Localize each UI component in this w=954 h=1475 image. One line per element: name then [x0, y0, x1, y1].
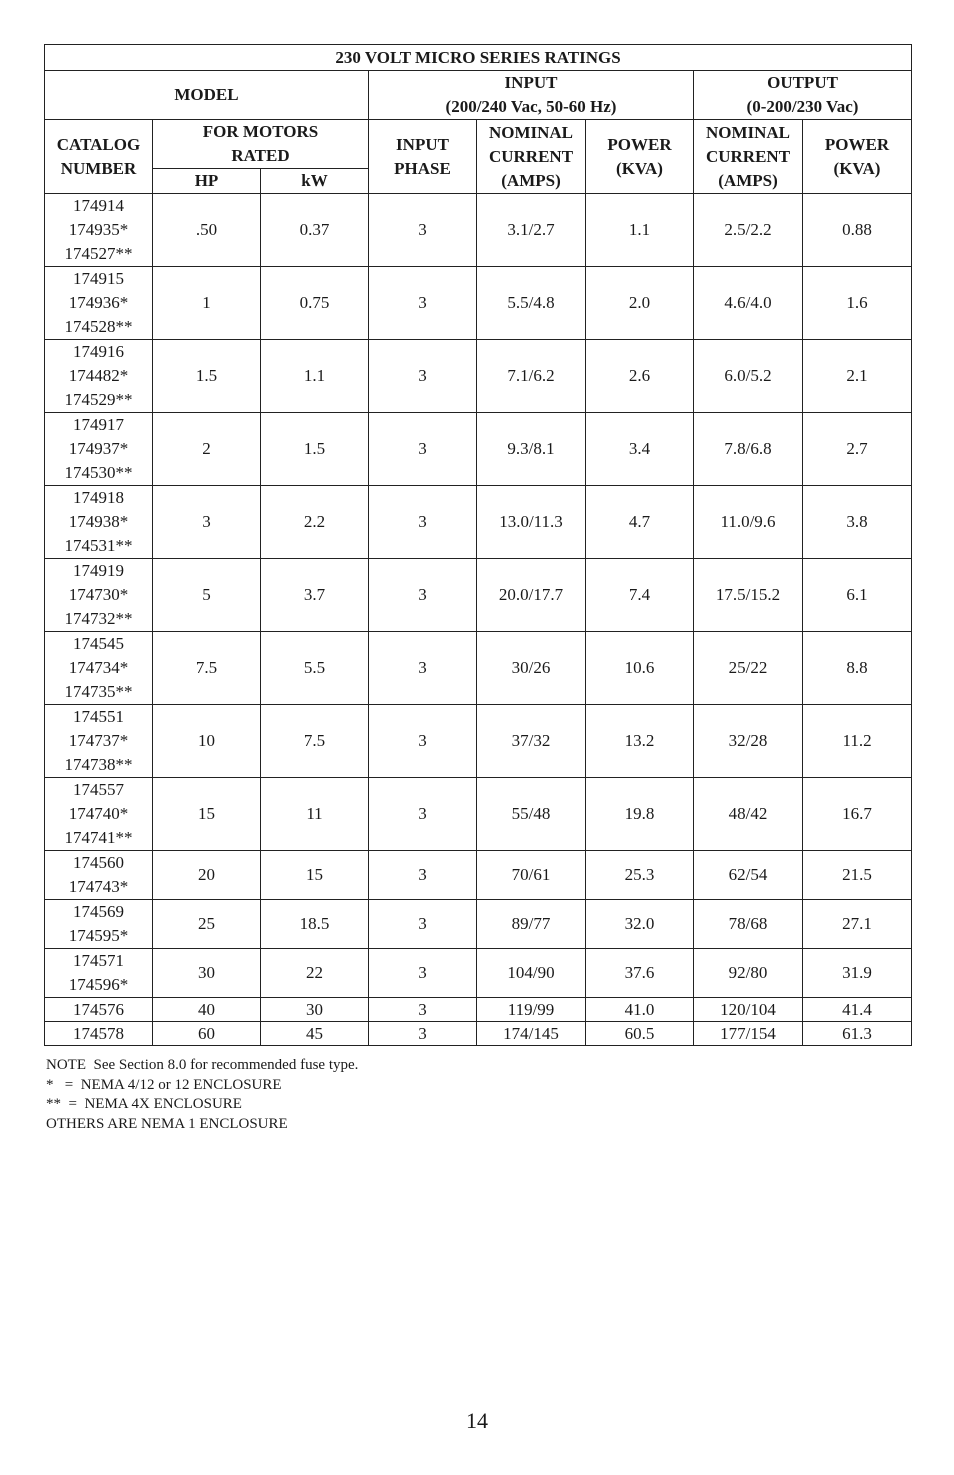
catalog-header-line2: NUMBER: [60, 158, 137, 178]
output-current-cell: 48/42: [694, 778, 803, 851]
phase-cell: 3: [369, 559, 477, 632]
input-power-cell: 1.1: [586, 194, 694, 267]
phase-cell: 3: [369, 413, 477, 486]
output-power-cell: 6.1: [803, 559, 912, 632]
output-power-cell: 0.88: [803, 194, 912, 267]
input-current-cell: 7.1/6.2: [477, 340, 586, 413]
catalog-number: 174937*: [68, 439, 129, 458]
input-power-cell: 2.0: [586, 267, 694, 340]
model-header: MODEL: [45, 71, 369, 120]
output-current-cell: 7.8/6.8: [694, 413, 803, 486]
hp-cell: 5: [153, 559, 261, 632]
hp-cell: 10: [153, 705, 261, 778]
table-row: [45, 413, 912, 486]
catalog-number-header: [45, 120, 153, 194]
output-header-label: OUTPUT: [767, 73, 838, 92]
page-number: 14: [466, 1408, 488, 1433]
catalog-number: 174569: [73, 902, 124, 921]
catalog-number-cell: [45, 194, 153, 267]
input-current-cell: 119/99: [477, 998, 586, 1022]
catalog-number-cell: [45, 778, 153, 851]
input-power-cell: 2.6: [586, 340, 694, 413]
table-row: [45, 998, 912, 1022]
motors-header-line1: FOR MOTORS: [202, 122, 319, 141]
phase-header-line1: INPUT: [396, 134, 449, 154]
output-power-cell: 21.5: [803, 851, 912, 900]
catalog-number: 174578: [73, 1023, 124, 1043]
catalog-number: 174545: [73, 634, 124, 653]
ratings-table: [44, 44, 912, 1046]
catalog-number: 174571: [73, 951, 124, 970]
input-current-header-line3: (AMPS): [501, 170, 561, 190]
table-row: [45, 632, 912, 705]
hp-cell: 25: [153, 900, 261, 949]
output-current-header-line3: (AMPS): [718, 170, 778, 190]
phase-cell: 3: [369, 998, 477, 1022]
output-power-header-line2: (KVA): [833, 158, 881, 178]
motors-rated-header: [153, 120, 369, 169]
input-current-cell: 30/26: [477, 632, 586, 705]
output-power-cell: 2.1: [803, 340, 912, 413]
catalog-number: 174743*: [68, 877, 129, 896]
output-power-cell: 31.9: [803, 949, 912, 998]
input-current-header-line2: CURRENT: [488, 146, 574, 166]
catalog-number: 174936*: [68, 293, 129, 312]
table-row: [45, 851, 912, 900]
output-current-header: [694, 120, 803, 194]
phase-cell: 3: [369, 851, 477, 900]
input-current-cell: 9.3/8.1: [477, 413, 586, 486]
output-power-cell: 61.3: [803, 1022, 912, 1046]
catalog-number-cell: [45, 340, 153, 413]
kw-cell: 1.5: [261, 413, 369, 486]
catalog-number-cell: [45, 851, 153, 900]
catalog-number-cell: [45, 632, 153, 705]
catalog-number: 174734*: [68, 658, 129, 677]
note-double-star: ** = NEMA 4X ENCLOSURE: [46, 1096, 242, 1112]
table-row: [45, 340, 912, 413]
catalog-number-cell: [45, 413, 153, 486]
catalog-number: 174919: [73, 561, 124, 580]
output-header: [694, 71, 912, 120]
catalog-number: 174740*: [68, 804, 129, 823]
hp-cell: 60: [153, 1022, 261, 1046]
phase-cell: 3: [369, 194, 477, 267]
input-header-label: INPUT: [504, 73, 558, 92]
output-current-cell: 92/80: [694, 949, 803, 998]
input-power-cell: 3.4: [586, 413, 694, 486]
phase-cell: 3: [369, 340, 477, 413]
catalog-number: 174730*: [68, 585, 129, 604]
input-power-cell: 4.7: [586, 486, 694, 559]
kw-cell: 7.5: [261, 705, 369, 778]
output-power-header-line1: POWER: [824, 134, 890, 154]
catalog-number-cell: [45, 900, 153, 949]
input-power-cell: 32.0: [586, 900, 694, 949]
catalog-number: 174529**: [64, 390, 133, 409]
hp-header: HP: [153, 169, 261, 194]
input-current-header-line1: NOMINAL: [488, 122, 574, 142]
catalog-number: 174737*: [68, 731, 129, 750]
kw-cell: 15: [261, 851, 369, 900]
input-current-header: [477, 120, 586, 194]
output-current-cell: 120/104: [694, 998, 803, 1022]
output-power-cell: 11.2: [803, 705, 912, 778]
input-phase-header: [369, 120, 477, 194]
catalog-number: 174732**: [64, 609, 133, 628]
table-row: [45, 1022, 912, 1046]
hp-cell: 40: [153, 998, 261, 1022]
input-current-cell: 104/90: [477, 949, 586, 998]
catalog-number: 174530**: [64, 463, 133, 482]
input-power-cell: 19.8: [586, 778, 694, 851]
catalog-number: 174482*: [68, 366, 129, 385]
table-row: [45, 949, 912, 998]
output-current-cell: 25/22: [694, 632, 803, 705]
input-power-cell: 10.6: [586, 632, 694, 705]
kw-header: kW: [261, 169, 369, 194]
table-row: [45, 900, 912, 949]
output-power-header: [803, 120, 912, 194]
phase-cell: 3: [369, 900, 477, 949]
output-power-cell: 1.6: [803, 267, 912, 340]
input-power-header-line2: (KVA): [616, 158, 663, 178]
kw-cell: 0.75: [261, 267, 369, 340]
catalog-number-cell: [45, 486, 153, 559]
output-power-cell: 41.4: [803, 998, 912, 1022]
output-current-cell: 177/154: [694, 1022, 803, 1046]
input-current-cell: 13.0/11.3: [477, 486, 586, 559]
hp-cell: 30: [153, 949, 261, 998]
catalog-number: 174914: [73, 196, 124, 215]
catalog-header-line1: CATALOG: [56, 134, 141, 154]
input-power-cell: 25.3: [586, 851, 694, 900]
output-power-cell: 27.1: [803, 900, 912, 949]
phase-header-line2: PHASE: [394, 158, 451, 178]
table-row: [45, 778, 912, 851]
input-current-cell: 55/48: [477, 778, 586, 851]
output-current-cell: 6.0/5.2: [694, 340, 803, 413]
input-power-cell: 41.0: [586, 998, 694, 1022]
catalog-number-cell: [45, 559, 153, 632]
kw-cell: 18.5: [261, 900, 369, 949]
phase-cell: 3: [369, 486, 477, 559]
kw-cell: 2.2: [261, 486, 369, 559]
catalog-number-cell: [45, 1022, 153, 1046]
catalog-number: 174938*: [68, 512, 129, 531]
kw-cell: 22: [261, 949, 369, 998]
catalog-number: 174917: [73, 415, 124, 434]
input-current-cell: 89/77: [477, 900, 586, 949]
input-power-header-line1: POWER: [607, 134, 672, 154]
catalog-number: 174738**: [64, 755, 133, 774]
note-single-star: * = NEMA 4/12 or 12 ENCLOSURE: [46, 1076, 282, 1093]
table-row: [45, 194, 912, 267]
output-current-header-line1: NOMINAL: [705, 122, 791, 142]
catalog-number: 174551: [73, 707, 124, 726]
input-current-cell: 20.0/17.7: [477, 559, 586, 632]
output-current-cell: 11.0/9.6: [694, 486, 803, 559]
catalog-number: 174560: [73, 853, 124, 872]
output-power-cell: 2.7: [803, 413, 912, 486]
catalog-number: 174557: [73, 780, 124, 799]
catalog-number: 174596*: [68, 975, 129, 994]
hp-cell: 15: [153, 778, 261, 851]
output-power-cell: 3.8: [803, 486, 912, 559]
output-current-cell: 17.5/15.2: [694, 559, 803, 632]
phase-cell: 3: [369, 1022, 477, 1046]
phase-cell: 3: [369, 705, 477, 778]
output-current-cell: 4.6/4.0: [694, 267, 803, 340]
input-current-cell: 70/61: [477, 851, 586, 900]
input-current-cell: 37/32: [477, 705, 586, 778]
kw-cell: 3.7: [261, 559, 369, 632]
input-power-cell: 13.2: [586, 705, 694, 778]
output-power-cell: 16.7: [803, 778, 912, 851]
note-fuse: NOTE See Section 8.0 for recommended fuse type.: [46, 1057, 359, 1073]
output-header-sub: (0-200/230 Vac): [746, 97, 859, 116]
hp-cell: 20: [153, 851, 261, 900]
notes: [46, 1056, 358, 1134]
hp-cell: 7.5: [153, 632, 261, 705]
output-power-cell: 8.8: [803, 632, 912, 705]
catalog-number: 174916: [73, 342, 124, 361]
catalog-number-cell: [45, 267, 153, 340]
table-row: [45, 559, 912, 632]
catalog-number-cell: [45, 998, 153, 1022]
output-current-cell: 32/28: [694, 705, 803, 778]
catalog-number: 174935*: [68, 220, 129, 239]
table-row: [45, 486, 912, 559]
motors-header-line2: RATED: [231, 146, 290, 165]
catalog-number: 174741**: [64, 828, 133, 847]
catalog-number: 174915: [73, 269, 124, 288]
note-others: OTHERS ARE NEMA 1 ENCLOSURE: [46, 1115, 288, 1132]
phase-cell: 3: [369, 949, 477, 998]
phase-cell: 3: [369, 267, 477, 340]
output-current-cell: 62/54: [694, 851, 803, 900]
hp-cell: 1.5: [153, 340, 261, 413]
catalog-number-cell: [45, 949, 153, 998]
input-power-cell: 37.6: [586, 949, 694, 998]
input-power-header: [586, 120, 694, 194]
table-row: [45, 705, 912, 778]
hp-cell: 3: [153, 486, 261, 559]
output-current-header-line2: CURRENT: [705, 146, 791, 166]
catalog-number: 174918: [73, 488, 124, 507]
catalog-number-cell: [45, 705, 153, 778]
input-header-sub: (200/240 Vac, 50-60 Hz): [445, 97, 617, 116]
catalog-number: 174528**: [64, 317, 133, 336]
catalog-number: 174595*: [68, 926, 129, 945]
input-header: [369, 71, 694, 120]
output-current-cell: 2.5/2.2: [694, 194, 803, 267]
hp-cell: .50: [153, 194, 261, 267]
catalog-number: 174531**: [64, 536, 133, 555]
input-current-cell: 5.5/4.8: [477, 267, 586, 340]
catalog-number: 174527**: [64, 244, 133, 263]
catalog-number: 174576: [73, 999, 124, 1019]
kw-cell: 30: [261, 998, 369, 1022]
table-row: [45, 267, 912, 340]
phase-cell: 3: [369, 632, 477, 705]
input-current-cell: 174/145: [477, 1022, 586, 1046]
catalog-number: 174735**: [64, 682, 133, 701]
phase-cell: 3: [369, 778, 477, 851]
kw-cell: 5.5: [261, 632, 369, 705]
input-power-cell: 60.5: [586, 1022, 694, 1046]
hp-cell: 1: [153, 267, 261, 340]
kw-cell: 0.37: [261, 194, 369, 267]
kw-cell: 1.1: [261, 340, 369, 413]
input-power-cell: 7.4: [586, 559, 694, 632]
table-title: 230 VOLT MICRO SERIES RATINGS: [45, 45, 912, 71]
kw-cell: 45: [261, 1022, 369, 1046]
kw-cell: 11: [261, 778, 369, 851]
input-current-cell: 3.1/2.7: [477, 194, 586, 267]
output-current-cell: 78/68: [694, 900, 803, 949]
hp-cell: 2: [153, 413, 261, 486]
